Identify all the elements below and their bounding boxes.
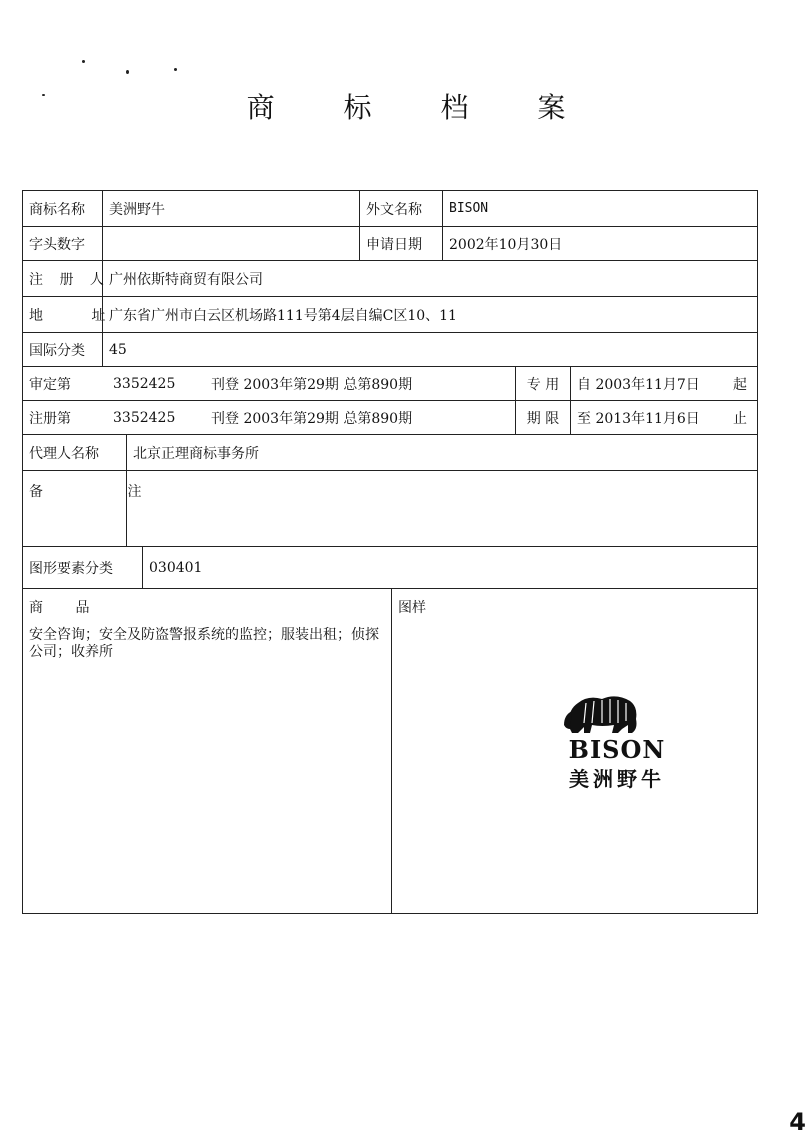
scan-speck (174, 68, 177, 71)
figure-class-label: 图形要素分类 (23, 547, 143, 588)
period-label: 期 限 (515, 401, 571, 434)
trademark-name-label: 商标名称 (23, 191, 103, 226)
scan-speck (82, 60, 85, 63)
initial-value (103, 227, 359, 260)
row-initial (23, 227, 757, 261)
reg-number: 3352425 (113, 409, 176, 426)
scan-speck (42, 94, 45, 96)
goods-section (23, 589, 392, 914)
trademark-name-value: 美洲野牛 (109, 201, 165, 218)
end-date-value: 至 2013年11月6日 (577, 410, 700, 427)
exam-number: 3352425 (113, 375, 176, 392)
intl-class-value: 45 (109, 341, 127, 358)
figure-class-value: 030401 (149, 559, 203, 576)
address-label: 地 址 (23, 297, 103, 332)
end-date-suffix: 止 (733, 410, 747, 427)
row-examination (23, 367, 757, 401)
row-intl-class (23, 333, 757, 367)
row-figure-class (23, 547, 757, 589)
trademark-record-form (22, 190, 758, 914)
reg-label: 注册第 (29, 410, 71, 427)
logo-english-text: BISON (568, 735, 666, 764)
row-registrant (23, 261, 757, 297)
row-registration (23, 401, 757, 435)
row-remark (23, 471, 757, 547)
apply-date-value: 2002年10月30日 (449, 236, 563, 253)
registrant-value: 广州依斯特商贸有限公司 (109, 271, 263, 288)
bison-icon (542, 689, 692, 739)
exam-label: 审定第 (29, 376, 71, 393)
foreign-name-label: 外文名称 (359, 191, 443, 226)
goods-label: 商 品 (29, 600, 104, 616)
goods-value: 安全咨询；安全及防盗警报系统的监控；服装出租；侦探公司；收养所 (29, 627, 379, 660)
row-address (23, 297, 757, 333)
image-section (392, 589, 757, 914)
end-date (571, 401, 757, 434)
bison-logo (542, 689, 692, 789)
registrant-label: 注 册 人 (23, 261, 103, 296)
exclusive-label: 专 用 (515, 367, 571, 400)
page-number: 4 (789, 1108, 806, 1136)
agent-label: 代理人名称 (23, 435, 127, 470)
row-agent (23, 435, 757, 471)
address-value: 广东省广州市白云区机场路111号第4层自编C区10、11 (109, 307, 457, 324)
remark-label: 备 注 (23, 471, 127, 546)
logo-chinese-text: 美洲野牛 (569, 767, 665, 791)
agent-value: 北京正理商标事务所 (133, 445, 259, 462)
initial-label: 字头数字 (23, 227, 103, 260)
remark-value (127, 471, 757, 546)
reg-publish: 刊登 2003年第29期 总第890期 (211, 410, 413, 427)
image-label: 图样 (398, 600, 426, 616)
apply-date-label: 申请日期 (359, 227, 443, 260)
scan-speck (126, 70, 129, 74)
foreign-name-value: BISON (449, 201, 489, 216)
exam-publish: 刊登 2003年第29期 总第890期 (211, 376, 413, 393)
start-date (571, 367, 757, 400)
start-date-suffix: 起 (733, 376, 747, 393)
intl-class-label: 国际分类 (23, 333, 103, 366)
page-title: 商 标 档 案 (246, 91, 596, 124)
start-date-value: 自 2003年11月7日 (577, 376, 700, 393)
row-name (23, 191, 757, 227)
